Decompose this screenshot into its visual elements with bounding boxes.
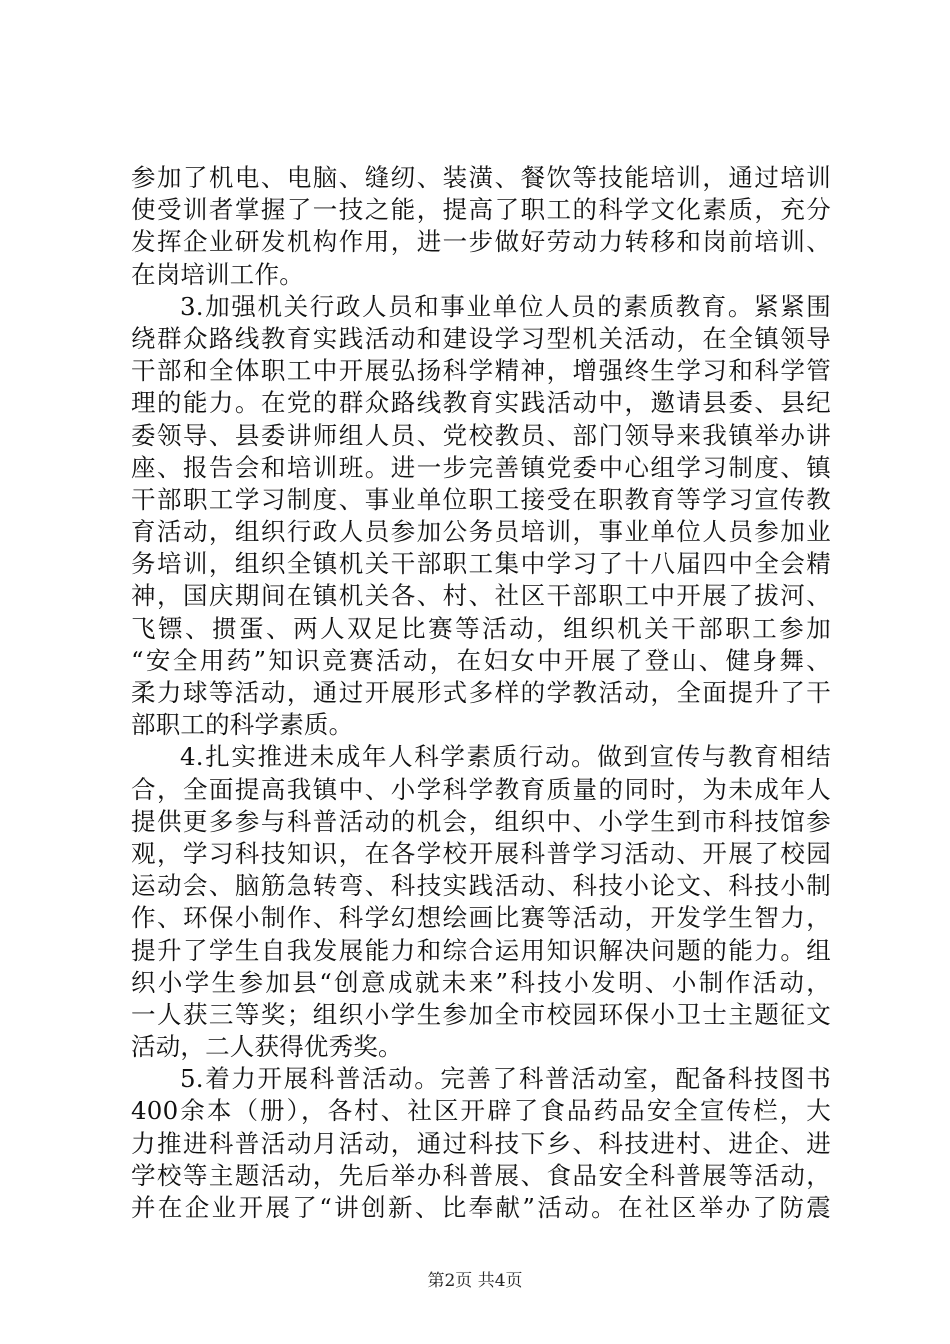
text-line: 神，国庆期间在镇机关各、村、社区干部职工中开展了拔河、 — [131, 581, 831, 611]
text-line: 活动，二人获得优秀奖。 — [131, 1032, 403, 1062]
text-line: 学校等主题活动，先后举办科普展、食品安全科普展等活动， — [131, 1160, 831, 1190]
text-line: 飞镖、掼蛋、两人双足比赛等活动，组织机关干部职工参加 — [131, 613, 831, 643]
text-line: 提升了学生自我发展能力和综合运用知识解决问题的能力。组 — [131, 935, 831, 965]
text-line: 力推进科普活动月活动，通过科技下乡、科技进村、进企、进 — [131, 1128, 831, 1158]
page-footer: 第2页 共4页 — [427, 1271, 523, 1291]
text-line: 理的能力。在党的群众路线教育实践活动中，邀请县委、县纪 — [131, 388, 831, 418]
text-line: 部职工的科学素质。 — [131, 710, 354, 740]
text-line: 柔力球等活动，通过开展形式多样的学教活动，全面提升了干 — [131, 678, 831, 707]
text-line: 务培训，组织全镇机关干部职工集中学习了十八届四中全会精 — [131, 549, 831, 579]
text-line: 育活动，组织行政人员参加公务员培训，事业单位人员参加业 — [131, 517, 831, 547]
text-line: 观，学习科技知识，在各学校开展科普学习活动、开展了校园 — [131, 838, 831, 868]
body-text — [131, 162, 831, 1224]
text-line: 参加了机电、电脑、缝纫、装潢、餐饮等技能培训，通过培训 — [131, 163, 831, 192]
text-line: 一人获三等奖；组织小学生参加全市校园环保小卫士主题征文 — [131, 999, 831, 1029]
text-line: 合，全面提高我镇中、小学科学教育质量的同时，为未成年人 — [131, 774, 831, 804]
text-line: 使受训者掌握了一技之能，提高了职工的科学文化素质，充分 — [131, 195, 831, 225]
text-line: 运动会、脑筋急转弯、科技实践活动、科技小论文、科技小制 — [131, 871, 831, 901]
text-line: 干部和全体职工中开展弘扬科学精神，增强终生学习和科学管 — [131, 356, 831, 386]
text-line: 织小学生参加县“创意成就未来”科技小发明、小制作活动， — [131, 967, 831, 997]
text-line: 5.着力开展科普活动。完善了科普活动室，配备科技图书 — [180, 1064, 831, 1094]
text-line: 发挥企业研发机构作用，进一步做好劳动力转移和岗前培训、 — [131, 227, 831, 257]
text-line: 干部职工学习制度、事业单位职工接受在职教育等学习宣传教 — [131, 484, 831, 514]
text-line: 4.扎实推进未成年人科学素质行动。做到宣传与教育相结 — [180, 742, 831, 772]
text-line: 提供更多参与科普活动的机会，组织中、小学生到市科技馆参 — [131, 806, 831, 836]
text-line: 400余本（册），各村、社区开辟了食品药品安全宣传栏，大 — [131, 1096, 831, 1126]
text-line: 并在企业开展了“讲创新、比奉献”活动。在社区举办了防震 — [131, 1193, 831, 1222]
text-line: 3.加强机关行政人员和事业单位人员的素质教育。紧紧围 — [180, 291, 831, 321]
text-line: 座、报告会和培训班。进一步完善镇党委中心组学习制度、镇 — [131, 452, 831, 482]
text-line: “安全用药”知识竞赛活动，在妇女中开展了登山、健身舞、 — [131, 645, 831, 675]
text-line: 在岗培训工作。 — [131, 259, 304, 289]
text-line: 作、环保小制作、科学幻想绘画比赛等活动，开发学生智力， — [131, 903, 831, 933]
text-line: 委领导、县委讲师组人员、党校教员、部门领导来我镇举办讲 — [131, 420, 831, 450]
text-line: 绕群众路线教育实践活动和建设学习型机关活动，在全镇领导 — [131, 323, 831, 353]
